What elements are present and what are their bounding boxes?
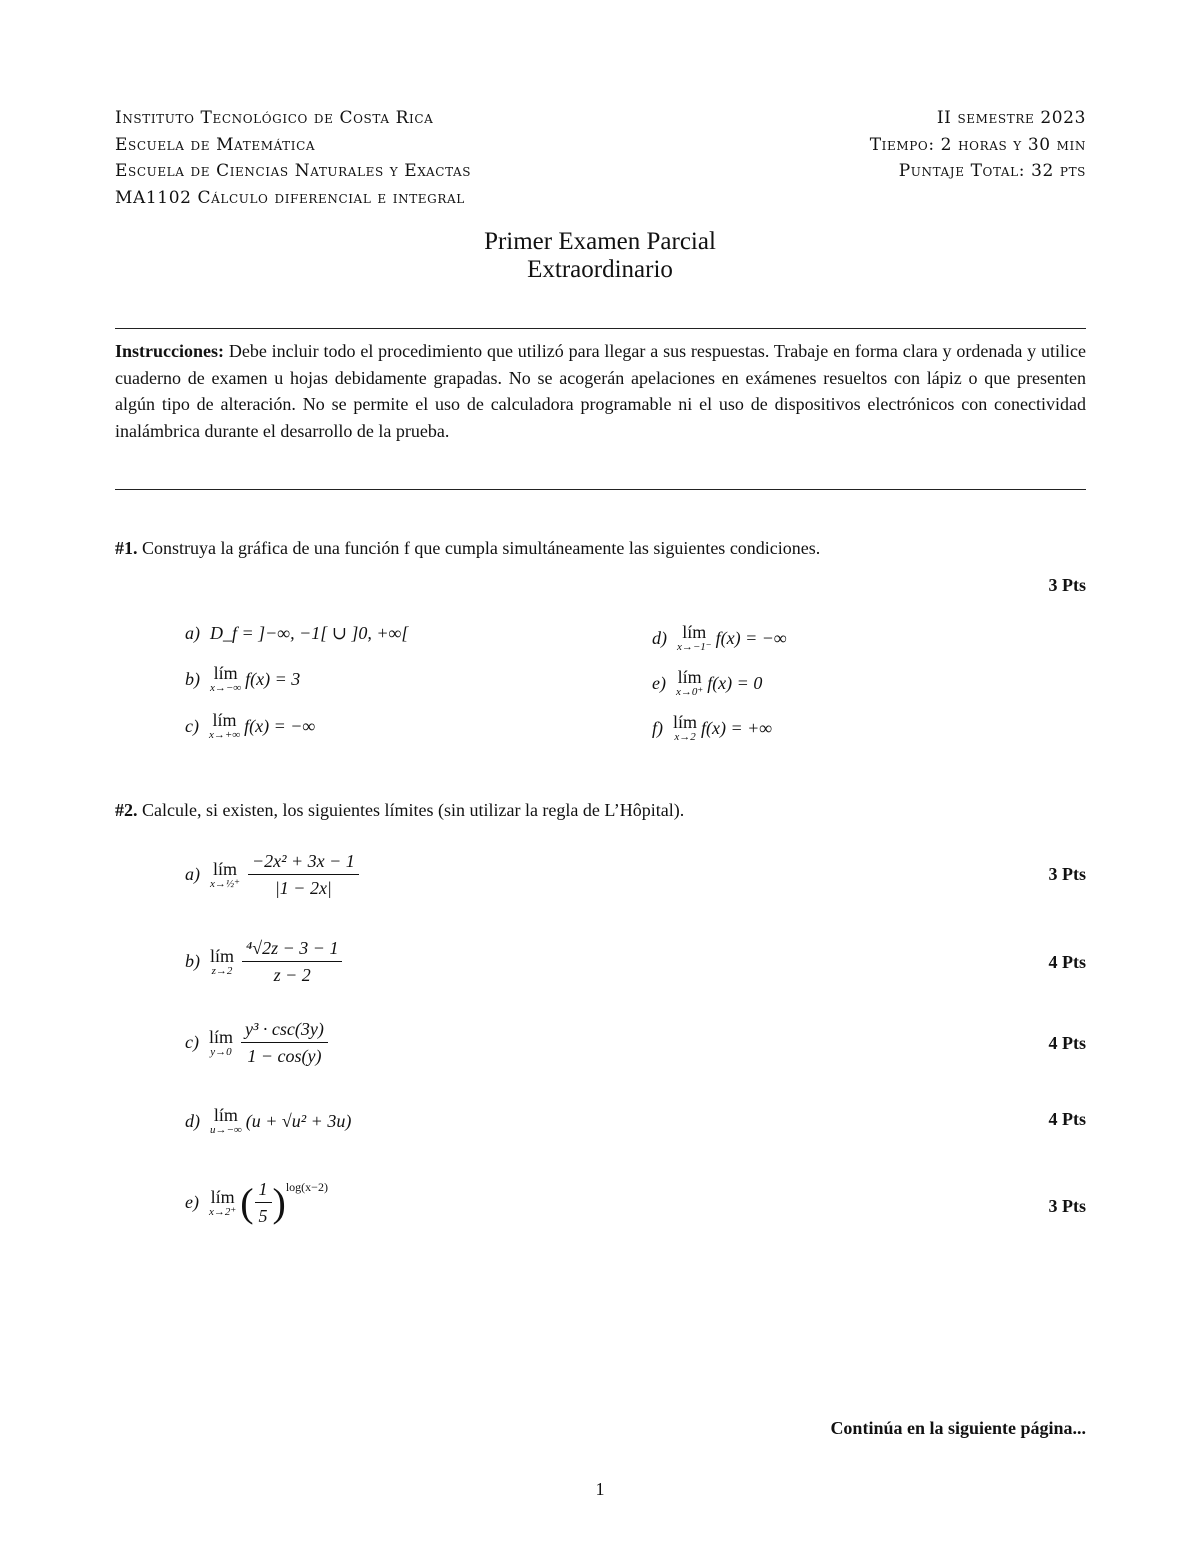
denominator: |1 − 2x|	[274, 878, 332, 898]
q2-e-points: 3 Pts	[1048, 1196, 1086, 1216]
lim-text: lím	[213, 1105, 238, 1125]
q1-item-expr: f(x) = −∞	[715, 627, 787, 648]
instructions-text: Debe incluir todo el procedimiento que utilizó para llegar a sus respuestas. Trabaje en forma clara y ordenada y utilice cuaderno de examen u hojas debidamente grapadas. No se acogerán apelaciones en exámenes resueltos con lápiz o que presenten algún tipo de alteración. No se permite el uso de calculadora programable ni el uso de dispositivos electrónicos con conectividad inalámbrica durante el desarrollo de la prueba.	[115, 341, 1086, 441]
question-1-points: 3 Pts	[1048, 575, 1086, 595]
question-2-text: Calcule, si existen, los siguientes límites (sin utilizar la regla de L’Hôpital).	[137, 800, 685, 820]
q1-item-label: a)	[185, 623, 200, 643]
limit-operator	[209, 1188, 236, 1218]
denominator: z − 2	[273, 965, 311, 985]
numerator: ⁴√2z − 3 − 1	[242, 937, 342, 962]
q1-item-label: b)	[185, 668, 200, 689]
title-line-2: Extraordinario	[527, 256, 673, 283]
divider-top	[115, 328, 1086, 329]
total-points: Puntaje Total: 32 pts	[898, 161, 1086, 181]
fraction	[241, 1018, 328, 1067]
q2-b-points: 4 Pts	[1048, 952, 1086, 972]
q2-item-b	[185, 937, 346, 986]
q1-item-expr: f(x) = 0	[707, 672, 763, 693]
numerator: y³ · csc(3y)	[241, 1018, 328, 1043]
fraction	[242, 937, 342, 986]
lim-sub: x→−∞	[210, 682, 242, 694]
lim-text: lím	[210, 1186, 235, 1207]
course-name: MA1102 Cálculo diferencial e integral	[115, 187, 465, 208]
q2-item-label: e)	[185, 1192, 199, 1212]
lim-sub: x→0⁺	[675, 686, 704, 698]
lim-text: lím	[213, 663, 238, 683]
question-1-number: #1.	[115, 538, 138, 558]
lim-sub: x→−1⁻	[677, 641, 712, 653]
limit-operator	[210, 1106, 242, 1136]
q2-item-d	[185, 1106, 351, 1136]
question-1-text: Construya la gráfica de una función f que cumpla simultáneamente las siguientes condiciones.	[137, 538, 821, 558]
lim-text: lím	[212, 858, 237, 879]
limit-operator	[676, 668, 703, 698]
lim-sub: z→2	[211, 964, 233, 977]
q2-c-points: 4 Pts	[1048, 1033, 1086, 1053]
fraction	[255, 1178, 272, 1227]
lim-sub: x→½⁺	[210, 877, 240, 890]
header-exam-info	[870, 105, 1086, 185]
q1-item-label: f)	[652, 717, 663, 738]
title-line-1: Primer Examen Parcial	[484, 228, 716, 255]
limit-operator	[210, 664, 241, 694]
q1-item-e	[652, 668, 762, 698]
q1-item-expr: D_f = ]−∞, −1[ ∪ ]0, +∞[	[210, 623, 409, 643]
instructions-label: Instrucciones:	[115, 341, 224, 361]
q1-item-label: e)	[652, 672, 666, 693]
denominator: 1 − cos(y)	[247, 1046, 322, 1066]
divider-bottom	[115, 489, 1086, 490]
question-1	[115, 538, 820, 559]
q2-item-expr: (u + √u² + 3u)	[245, 1110, 352, 1131]
q2-item-e	[185, 1178, 328, 1227]
question-2	[115, 800, 684, 821]
q2-item-c	[185, 1018, 332, 1067]
q2-d-points: 4 Pts	[1048, 1109, 1086, 1129]
fraction	[248, 850, 359, 899]
q2-item-label: c)	[185, 1032, 199, 1052]
limit-operator	[209, 711, 240, 741]
lim-sub: x→+∞	[208, 729, 241, 741]
school-math: Escuela de Matemática	[115, 134, 316, 155]
q2-item-label: b)	[185, 951, 200, 971]
lim-sub: u→−∞	[210, 1124, 242, 1136]
institution-name: Instituto Tecnológico de Costa Rica	[115, 108, 434, 128]
q2-item-label: d)	[185, 1110, 200, 1131]
header-institution	[115, 105, 471, 211]
q1-item-expr: f(x) = −∞	[244, 715, 316, 736]
q1-item-expr: f(x) = 3	[245, 668, 301, 689]
lim-text: lím	[210, 945, 235, 966]
q1-item-expr: f(x) = +∞	[701, 717, 773, 738]
left-paren: (	[240, 1179, 254, 1225]
q1-item-f	[652, 713, 772, 743]
q1-item-label: c)	[185, 715, 199, 736]
lim-text: lím	[677, 667, 702, 687]
exam-title	[0, 228, 1200, 284]
lim-sub: y→0	[210, 1045, 232, 1058]
q1-item-b	[185, 664, 300, 694]
school-sciences: Escuela de Ciencias Naturales y Exactas	[115, 161, 472, 181]
instructions	[115, 338, 1086, 444]
q2-item-a	[185, 850, 363, 899]
denominator: 5	[258, 1206, 268, 1226]
numerator: 1	[255, 1178, 272, 1203]
semester: II semestre 2023	[936, 108, 1086, 128]
q2-item-label: a)	[185, 864, 200, 884]
numerator: −2x² + 3x − 1	[248, 850, 359, 875]
limit-operator	[210, 860, 240, 890]
continue-note: Continúa en la siguiente página...	[830, 1418, 1086, 1438]
lim-text: lím	[682, 622, 707, 642]
q1-item-c	[185, 711, 315, 741]
page-number: 1	[595, 1479, 605, 1499]
q1-item-label: d)	[652, 627, 667, 648]
lim-sub: x→2⁺	[208, 1205, 237, 1218]
exponent: log(x−2)	[285, 1180, 328, 1194]
limit-operator	[210, 947, 234, 977]
q1-item-a	[185, 623, 408, 644]
question-2-number: #2.	[115, 800, 138, 820]
limit-operator	[677, 623, 712, 653]
q2-a-points: 3 Pts	[1048, 864, 1086, 884]
lim-sub: x→2	[674, 731, 696, 743]
lim-text: lím	[673, 712, 698, 732]
right-paren: )	[272, 1179, 286, 1225]
lim-text: lím	[208, 1026, 233, 1047]
duration: Tiempo: 2 horas y 30 min	[869, 134, 1086, 155]
limit-operator	[673, 713, 697, 743]
limit-operator	[209, 1028, 233, 1058]
lim-text: lím	[212, 710, 237, 730]
q1-item-d	[652, 623, 787, 653]
